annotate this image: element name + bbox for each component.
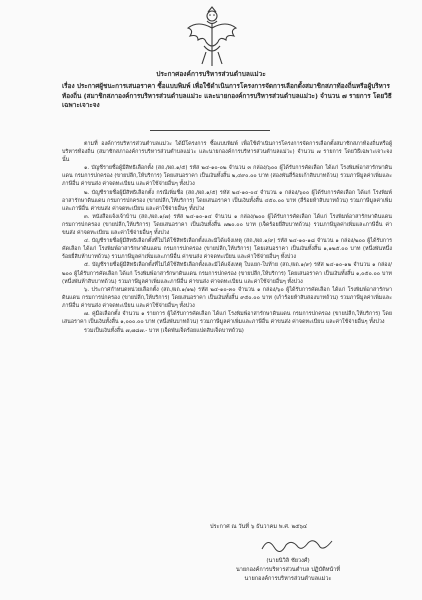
list-item: ๕. บัญชีรายชื่อผู้มีสิทธิเลือกตั้งที่ไม่ได้ใช้สิทธิเลือกตั้งและมิได้แจ้งเหตุ ใบแยก-ใบท้าย (สถ./ผถ.๑/๙) รหัส ๒๔-๑๐-๑๒ จำนวน ๑ กล่อง/๒๐๐ ผู้ได้รับการคัดเลือก ได้แก่ โรงพิมพ์อาสารักษาดินแดน กรมการปกครอง (ขายปลีก,ให้บริการ) โดยเสนอราคา เป็นเงินทั้งสิ้น ๑,๐๕๐.๐๐ บาท (หนึ่งพันห้าสิบบาทถ้วน) รวมภาษีมูลค่าเพิ่มและภาษีอื่น ค่าขนส่ง ค่าจดทะเบียน และค่าใช้จ่ายอื่นๆ ทั้งปวง bbox=[62, 262, 392, 285]
signer-title-line1: นายกองค์การบริหารส่วนตำบล ปฏิบัติหน้าที่ bbox=[235, 567, 341, 573]
signer-block bbox=[228, 557, 348, 584]
divider bbox=[150, 130, 270, 131]
list-item: ๒. บัญชีรายชื่อผู้มีสิทธิเลือกตั้ง กรณีเพิ่มชื่อ (สถ./ผถ.๑/๕) รหัส ๒๔-๑๐-๐๔ จำนวน ๑ กล่อง/๖๐๐ ผู้ได้รับการคัดเลือก ได้แก่ โรงพิมพ์อาสารักษาดินแดน กรมการปกครอง (ขายปลีก,ให้บริการ) โดยเสนอราคา เป็นเงินทั้งสิ้น ๔๕๐.๐๐ บาท (สี่ร้อยห้าสิบบาทถ้วน) รวมภาษีมูลค่าเพิ่มและภาษีอื่น ค่าขนส่ง ค่าจดทะเบียน และค่าใช้จ่ายอื่นๆ ทั้งปวง bbox=[62, 189, 392, 212]
signer-name: (นายนิวิลิ ชัยวงศ์) bbox=[266, 558, 310, 564]
list-item: ๖. ประกาศกำหนดหน่วยเลือกตั้ง (สถ./ผถ.๑/๑๒) รหัส ๒๔-๑๐-๓๐ จำนวน ๑ กล่อง/๖๐ ผู้ได้รับการคัดเลือก ได้แก่ โรงพิมพ์อาสารักษาดินแดน กรมการปกครอง (ขายปลีก,ให้บริการ) โดยเสนอราคา เป็นเงินทั้งสิ้น ๙๕๐.๐๐ บาท (เก้าร้อยห้าสิบสองบาทถ้วน) รวมภาษีมูลค่าเพิ่มและภาษีอื่น ค่าขนส่ง ค่าจดทะเบียน และค่าใช้จ่ายอื่นๆ ทั้งปวง bbox=[62, 286, 392, 309]
subject bbox=[62, 82, 392, 111]
signer-title-line2: นายกองค์การบริหารส่วนตำบลแม่วะ bbox=[244, 576, 332, 582]
list-item: ๑. บัญชีรายชื่อผู้มีสิทธิเลือกตั้ง (สถ./ผถ.๑/๕) รหัส ๒๔-๑๐-๐๒ จำนวน ๓ กล่อง/๖๐๐ ผู้ได้รับการคัดเลือก ได้แก่ โรงพิมพ์อาสารักษาดินแดน กรมการปกครอง (ขายปลีก,ให้บริการ) โดยเสนอราคา เป็นเงินทั้งสิ้น ๒,๔๙๐.๐๐ บาท (สองพันสี่ร้อยเก้าสิบบาทถ้วน) รวมภาษีมูลค่าเพิ่มและภาษีอื่น ค่าขนส่ง ค่าจดทะเบียน และค่าใช้จ่ายอื่นๆ ทั้งปวง bbox=[62, 165, 392, 188]
subject-label: เรื่อง bbox=[62, 82, 75, 90]
list-item: ๗. คู่มือเลือกตั้ง จำนวน ๑ รายการ ผู้ได้รับการคัดเลือก ได้แก่ โรงพิมพ์อาสารักษาดินแดน กรมการปกครอง (ขายปลีก,ให้บริการ) โดยเสนอราคา เป็นเงินทั้งสิ้น ๑,๐๐๐.๐๐ บาท (หนึ่งพันบาทถ้วน) รวมภาษีมูลค่าเพิ่มและภาษีอื่น ค่าขนส่ง ค่าจดทะเบียน และค่าใช้จ่ายอื่นๆ ทั้งปวง bbox=[62, 310, 392, 326]
garuda-emblem-icon bbox=[184, 6, 240, 68]
list-item: ๓. หนังสือแจ้งเจ้าบ้าน (สถ./ผถ.๑/๗) รหัส ๒๔-๑๐-๑๔ จำนวน ๑ กล่อง/๒๐๐ ผู้ได้รับการคัดเลือก ได้แก่ โรงพิมพ์อาสารักษาดินแดน กรมการปกครอง (ขายปลีก,ให้บริการ) โดยเสนอราคา เป็นเงินทั้งสิ้น ๗๒๐.๐๐ บาท (เจ็ดร้อยยี่สิบบาทถ้วน) รวมภาษีมูลค่าเพิ่มและภาษีอื่น ค่าขนส่ง ค่าจดทะเบียน และค่าใช้จ่ายอื่นๆ ทั้งปวง bbox=[62, 213, 392, 237]
subject-text: ประกาศผู้ชนะการเสนอราคา ซื้อแบบพิมพ์ เพื่อใช้ดำเนินการโครงการจัดการเลือกตั้งสมาชิกสภาท้องถิ่นหรือผู้บริหารท้องถิ่น (สมาชิกสภาองค์การบริหารส่วนตำบลแม่วะ และนายกองค์การบริหารส่วนตำบลแม่วะ) จำนวน ๗ รายการ โดยวิธีเฉพาะเจาะจง bbox=[62, 82, 392, 110]
signature-icon bbox=[258, 535, 338, 555]
intro-paragraph: ตามที่ องค์การบริหารส่วนตำบลแม่วะ ได้มีโครงการ ซื้อแบบพิมพ์ เพื่อใช้ดำเนินการโครงการจัดการเลือกตั้งสมาชิกสภาท้องถิ่นหรือผู้บริหารท้องถิ่น (สมาชิกสภาองค์การบริหารส่วนตำบลแม่วะ และนายกองค์การบริหารส่วนตำบลแม่วะ) จำนวน ๗ รายการ โดยวิธีเฉพาะเจาะจง นั้น bbox=[62, 141, 392, 164]
announcement-date: ประกาศ ณ วันที่ ๖ ธันวาคม พ.ศ. ๒๕๖๔ bbox=[210, 524, 308, 530]
total-line: รวมเป็นเงินทั้งสิ้น ๗,๗๘๗.- บาท (เจ็ดพันเจ็ดร้อยแปดสิบเจ็ดบาทถ้วน) bbox=[84, 328, 244, 335]
list-item: ๔. บัญชีรายชื่อผู้มีสิทธิเลือกตั้งที่ไม่ได้ใช้สิทธิเลือกตั้งและมิได้แจ้งเหตุ (สถ./ผถ.๑/๙) รหัส ๒๔-๑๐-๑๘ จำนวน ๑ กล่อง/๒๐๐ ผู้ได้รับการคัดเลือก ได้แก่ โรงพิมพ์อาสารักษาดินแดน กรมการปกครอง (ขายปลีก,ให้บริการ) โดยเสนอราคา เป็นเงินทั้งสิ้น ๑,๑๒๕.๐๐ บาท (หนึ่งพันหนึ่งร้อยยี่สิบห้าบาทถ้วน) รวมภาษีมูลค่าเพิ่มและภาษีอื่น ค่าขนส่ง ค่าจดทะเบียน และค่าใช้จ่ายอื่นๆ ทั้งปวง bbox=[62, 238, 392, 261]
organization-title: ประกาศองค์การบริหารส่วนตำบลแม่วะ bbox=[156, 70, 266, 78]
document-body bbox=[62, 140, 392, 335]
